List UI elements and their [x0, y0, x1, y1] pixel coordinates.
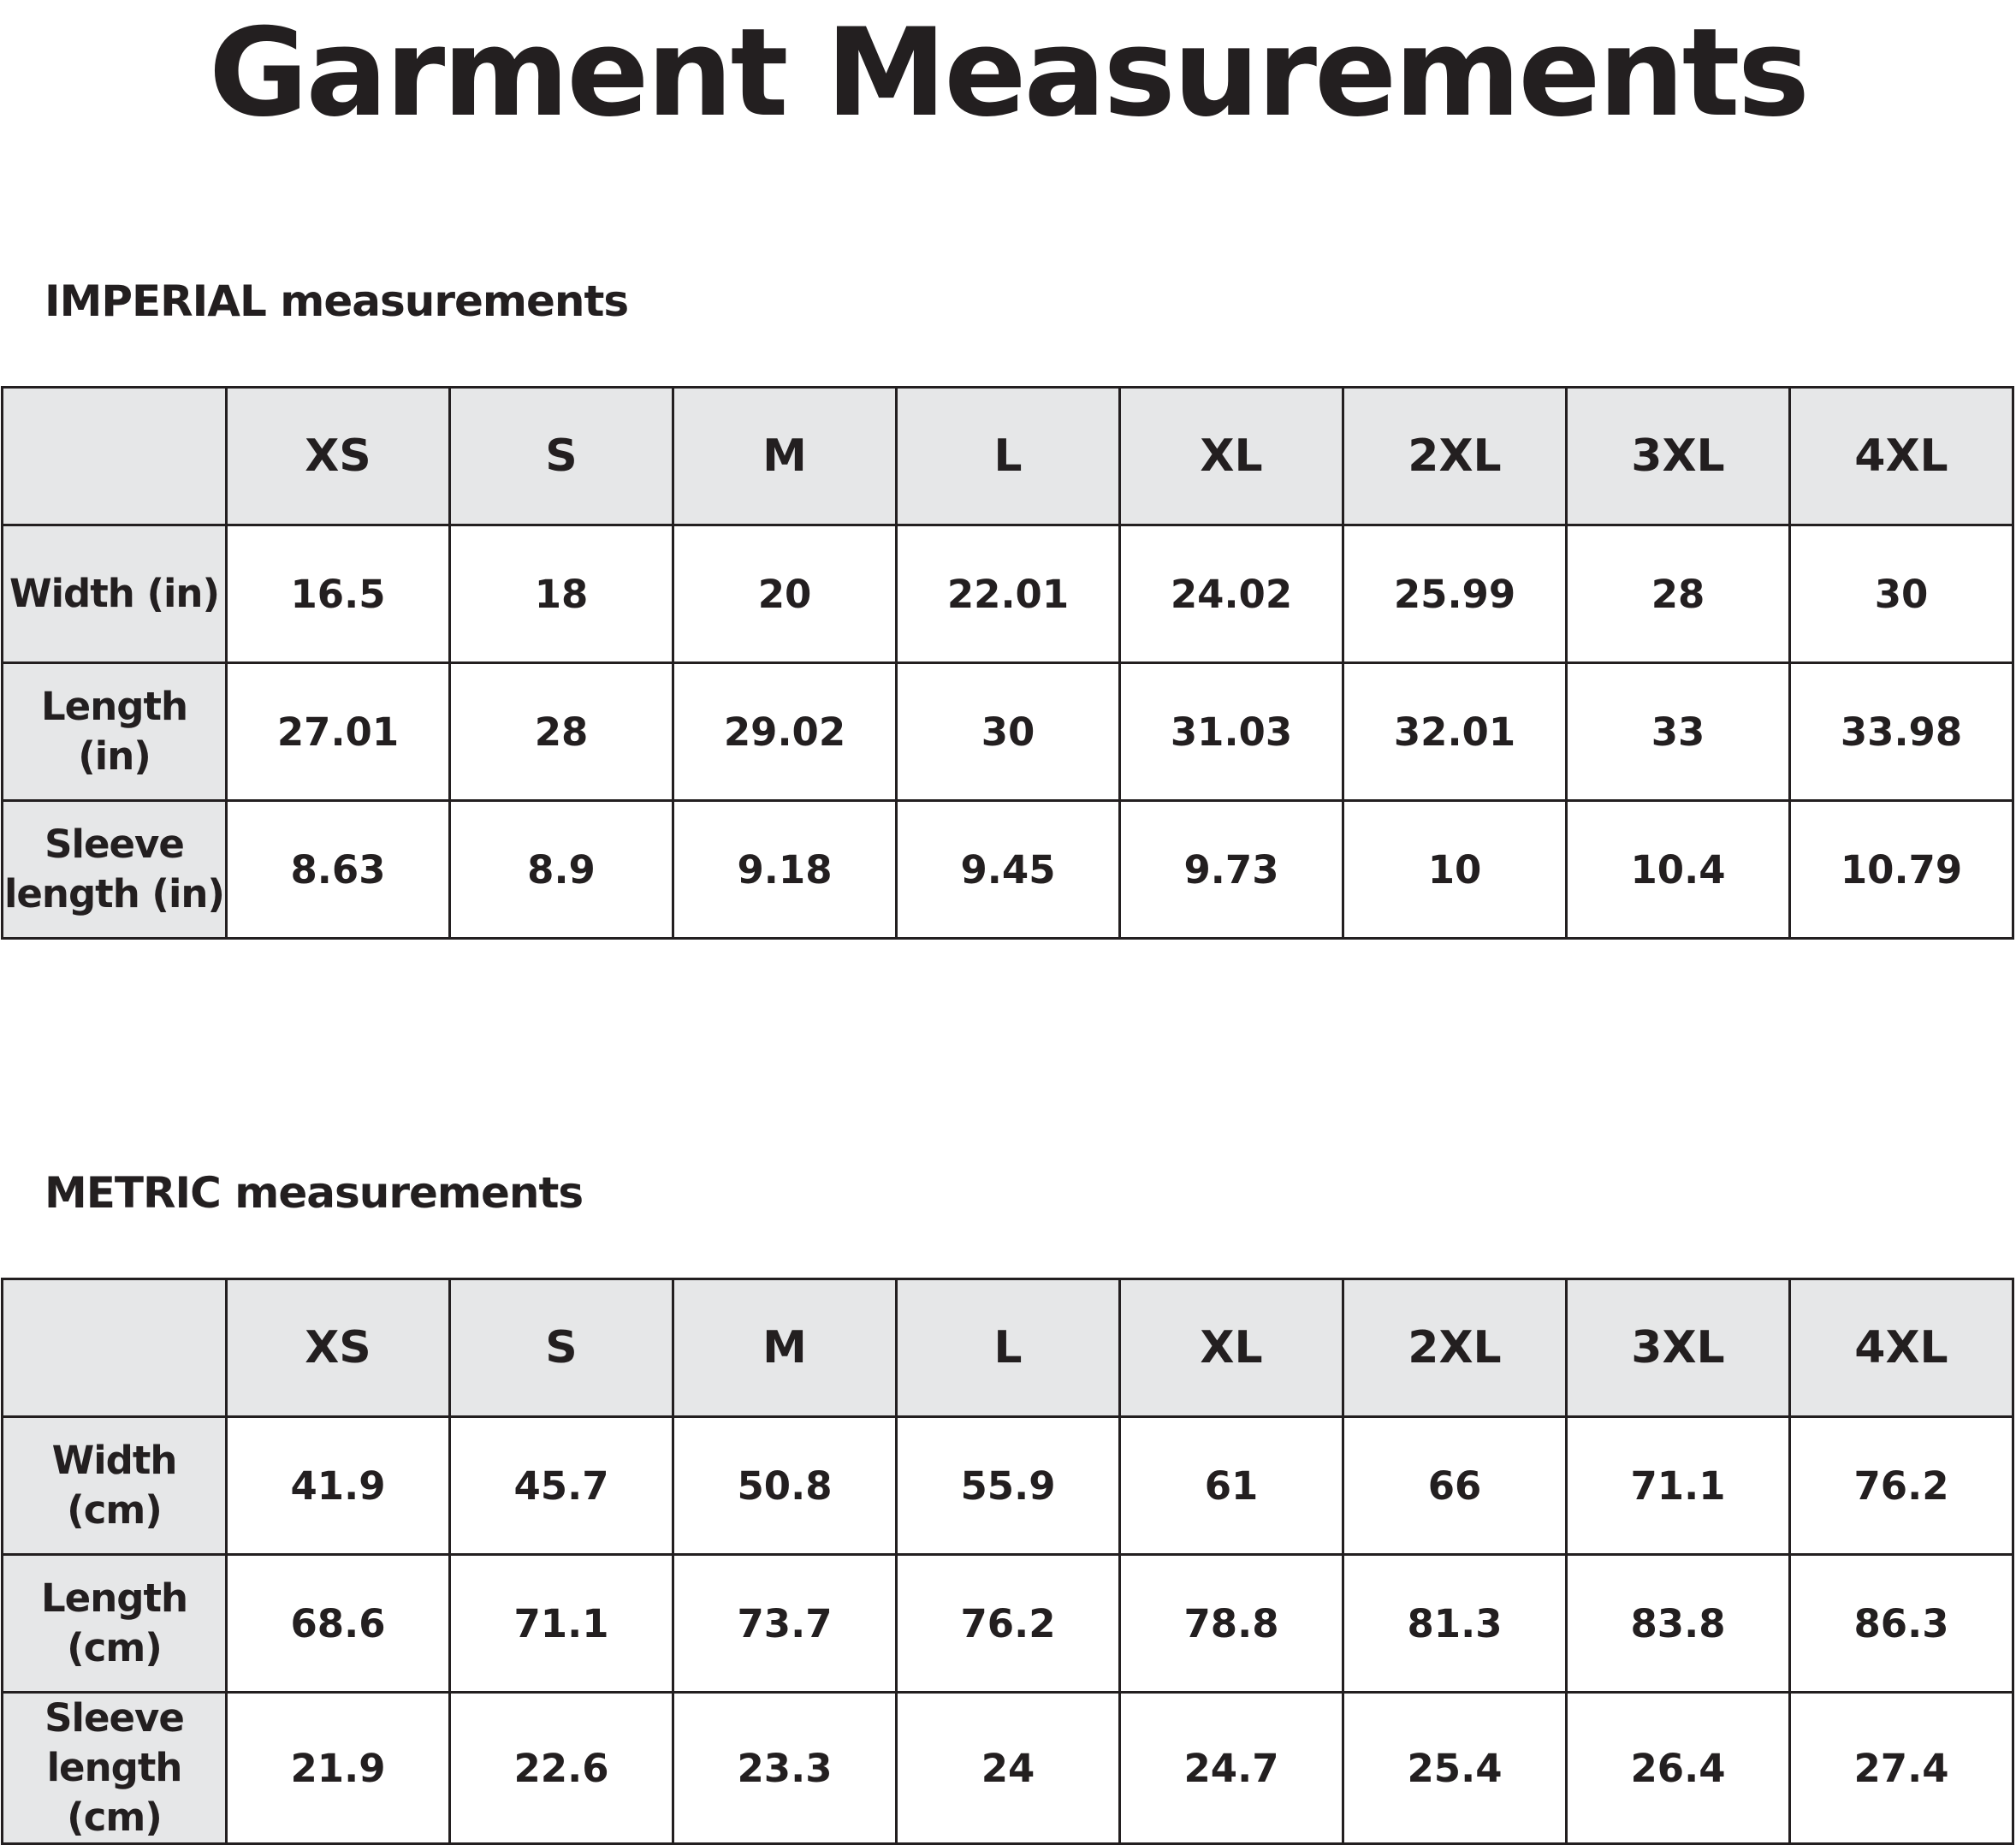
table-row [3, 801, 2013, 939]
table-cell: 21.9 [227, 1693, 450, 1844]
table-cell: 30 [1790, 525, 2013, 663]
corner-cell [3, 388, 227, 525]
table-cell: 24.02 [1120, 525, 1343, 663]
table-header-row [3, 388, 2013, 525]
table-header-row [3, 1279, 2013, 1417]
metric-heading: METRIC measurements [44, 1168, 584, 1218]
size-header: 2XL [1343, 388, 1567, 525]
table-cell: 68.6 [227, 1555, 450, 1693]
size-header: 3XL [1567, 1279, 1790, 1417]
page-title: Garment Measurements [208, 3, 1808, 144]
table-cell: 76.2 [897, 1555, 1120, 1693]
size-header: S [450, 1279, 673, 1417]
table-row [3, 663, 2013, 801]
table-cell: 18 [450, 525, 673, 663]
table-cell: 86.3 [1790, 1555, 2013, 1693]
row-label-width: Width (cm) [3, 1417, 227, 1555]
table-cell: 55.9 [897, 1417, 1120, 1555]
size-header: L [897, 388, 1120, 525]
corner-cell [3, 1279, 227, 1417]
table-cell: 81.3 [1343, 1555, 1567, 1693]
table-cell: 76.2 [1790, 1417, 2013, 1555]
size-header: L [897, 1279, 1120, 1417]
table-cell: 27.01 [227, 663, 450, 801]
table-cell: 28 [1567, 525, 1790, 663]
imperial-table [1, 386, 2014, 940]
row-label-sleeve-length [3, 801, 227, 939]
table-cell: 9.73 [1120, 801, 1343, 939]
table-row [3, 1555, 2013, 1693]
table-cell: 33.98 [1790, 663, 2013, 801]
row-label-line: length (in) [3, 871, 224, 917]
row-label-sleeve-length [3, 1693, 227, 1844]
table-cell: 24 [897, 1693, 1120, 1844]
size-header: XL [1120, 388, 1343, 525]
size-header: XL [1120, 1279, 1343, 1417]
table-cell: 16.5 [227, 525, 450, 663]
table-cell: 33 [1567, 663, 1790, 801]
table-cell: 10.79 [1790, 801, 2013, 939]
table-row [3, 525, 2013, 663]
size-header: M [673, 1279, 897, 1417]
table-cell: 31.03 [1120, 663, 1343, 801]
table-cell: 28 [450, 663, 673, 801]
table-cell: 32.01 [1343, 663, 1567, 801]
row-label-length: Length (cm) [3, 1555, 227, 1693]
table-cell: 20 [673, 525, 897, 663]
metric-table [1, 1278, 2014, 1845]
table-cell: 45.7 [450, 1417, 673, 1555]
table-cell: 50.8 [673, 1417, 897, 1555]
table-cell: 30 [897, 663, 1120, 801]
row-label-line: Sleeve [44, 822, 184, 867]
table-cell: 23.3 [673, 1693, 897, 1844]
table-cell: 8.63 [227, 801, 450, 939]
table-cell: 61 [1120, 1417, 1343, 1555]
table-cell: 41.9 [227, 1417, 450, 1555]
size-header: 4XL [1790, 1279, 2013, 1417]
table-cell: 71.1 [1567, 1417, 1790, 1555]
table-cell: 27.4 [1790, 1693, 2013, 1844]
table-cell: 78.8 [1120, 1555, 1343, 1693]
table-row [3, 1417, 2013, 1555]
size-header: 2XL [1343, 1279, 1567, 1417]
table-cell: 66 [1343, 1417, 1567, 1555]
size-header: XS [227, 388, 450, 525]
row-label-line: length (cm) [46, 1745, 182, 1840]
row-label-width: Width (in) [3, 525, 227, 663]
imperial-heading: IMPERIAL measurements [44, 276, 629, 326]
table-row [3, 1693, 2013, 1844]
table-cell: 24.7 [1120, 1693, 1343, 1844]
table-cell: 83.8 [1567, 1555, 1790, 1693]
table-cell: 10 [1343, 801, 1567, 939]
row-label-length: Length (in) [3, 663, 227, 801]
size-header: XS [227, 1279, 450, 1417]
size-header: 4XL [1790, 388, 2013, 525]
size-header: 3XL [1567, 388, 1790, 525]
table-cell: 10.4 [1567, 801, 1790, 939]
table-cell: 8.9 [450, 801, 673, 939]
table-cell: 22.6 [450, 1693, 673, 1844]
table-cell: 22.01 [897, 525, 1120, 663]
table-cell: 9.18 [673, 801, 897, 939]
table-cell: 25.4 [1343, 1693, 1567, 1844]
row-label-line: Sleeve [44, 1695, 184, 1741]
table-cell: 26.4 [1567, 1693, 1790, 1844]
table-cell: 71.1 [450, 1555, 673, 1693]
table-cell: 73.7 [673, 1555, 897, 1693]
table-cell: 9.45 [897, 801, 1120, 939]
table-cell: 25.99 [1343, 525, 1567, 663]
size-header: M [673, 388, 897, 525]
size-header: S [450, 388, 673, 525]
table-cell: 29.02 [673, 663, 897, 801]
